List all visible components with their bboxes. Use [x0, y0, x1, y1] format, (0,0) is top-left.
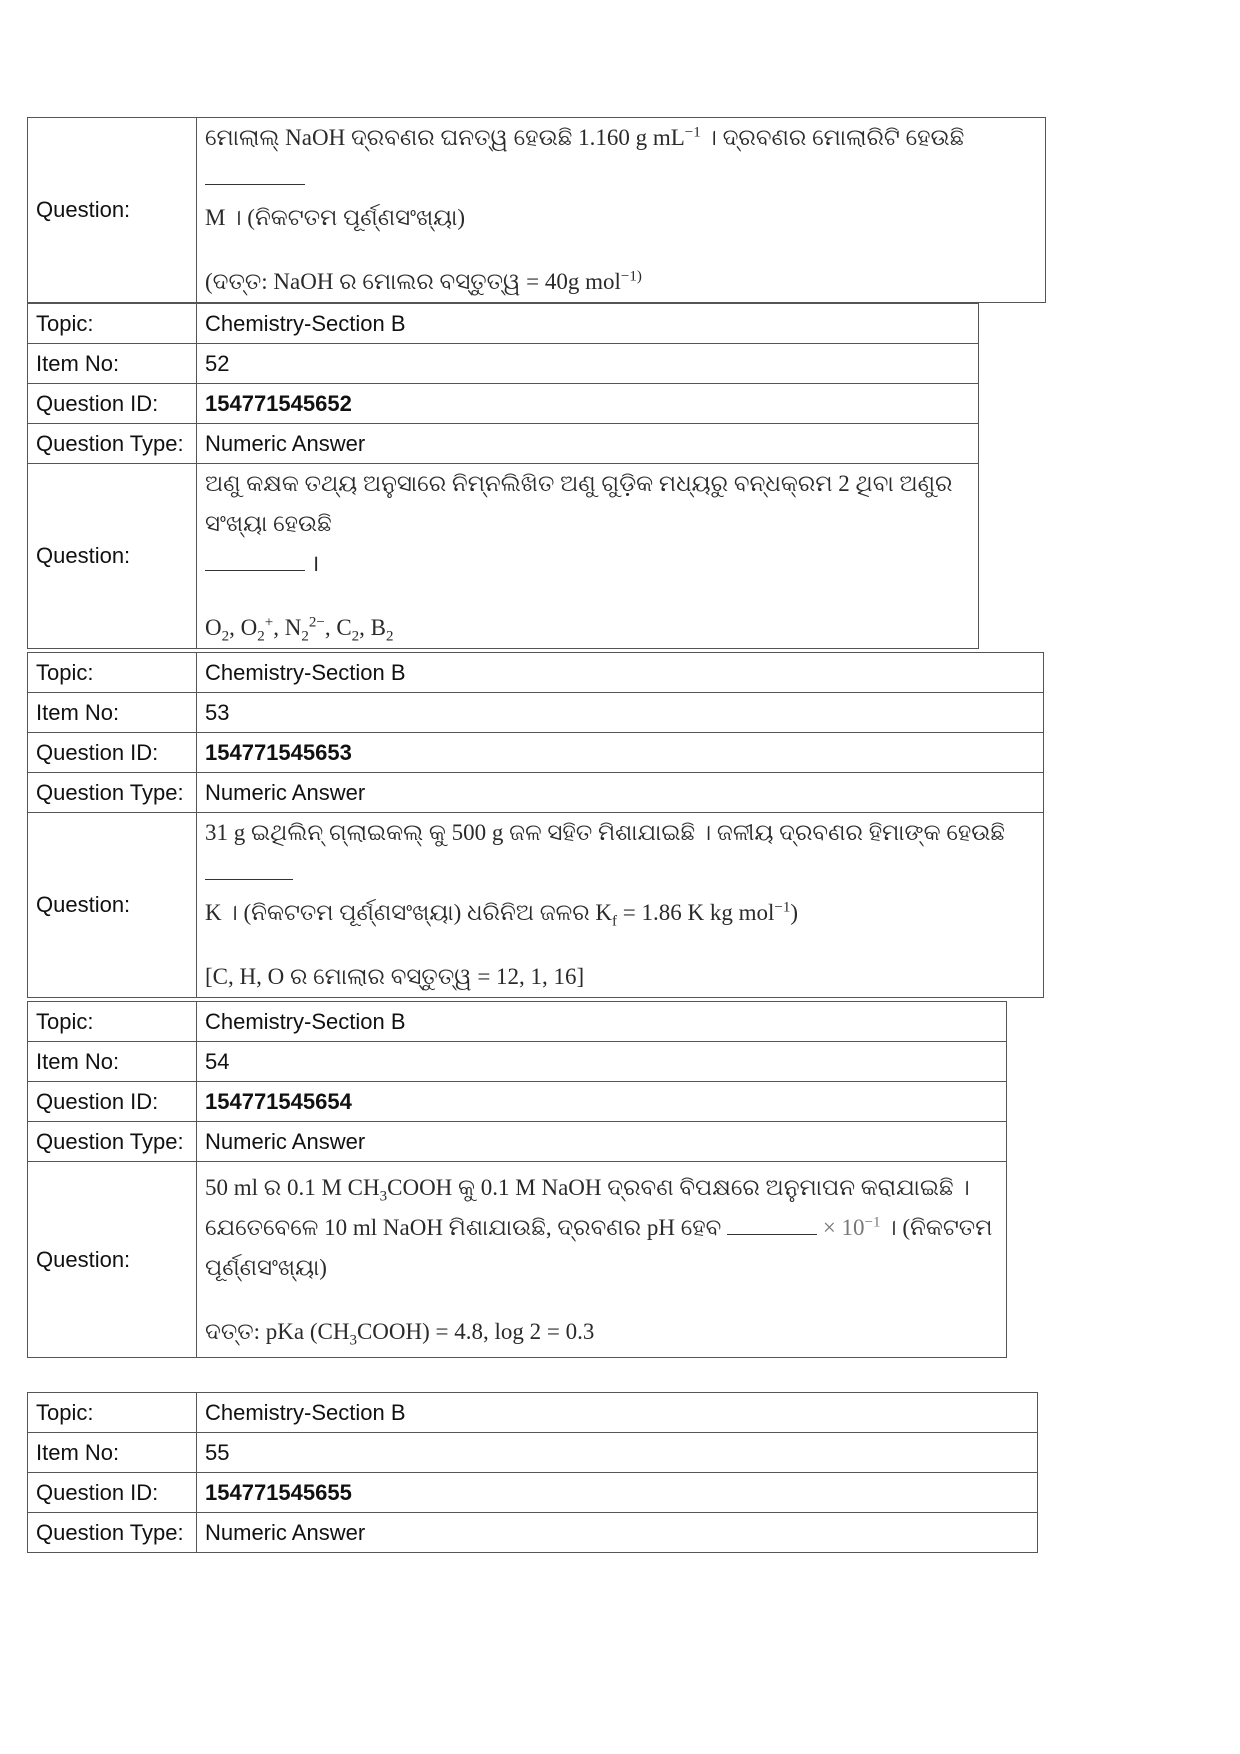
item-no-label: Item No:: [28, 1042, 197, 1082]
question-type-value: Numeric Answer: [197, 1122, 1007, 1162]
question-type-label: Question Type:: [28, 1513, 197, 1553]
topic-value: Chemistry-Section B: [197, 653, 1044, 693]
question-table-52: [27, 303, 979, 649]
topic-label: Topic:: [28, 653, 197, 693]
question-type-label: Question Type:: [28, 1122, 197, 1162]
question-id-label: Question ID:: [28, 1082, 197, 1122]
question-table-54: [27, 1001, 1007, 1358]
question-body: ଅଣୁ କକ୍ଷକ ତଥ୍ୟ ଅନୁସାରେ ନିମ୍ନଲିଖିତ ଅଣୁ ଗୁଡ଼ିକ ମଧ୍ୟରୁ ବନ୍ଧକ୍ରମ 2 ଥିବା ଅଣୁର ସଂଖ୍ୟା ହେଉଛି । $O_2$, $O_2^+$, $N_2^{2-}$, $C_2$, $B_2$: [197, 464, 979, 649]
item-no-label: Item No:: [28, 344, 197, 384]
item-no-label: Item No:: [28, 693, 197, 733]
topic-value: Chemistry-Section B: [197, 1393, 1038, 1433]
topic-value: Chemistry-Section B: [197, 304, 979, 344]
question-id-value: 154771545653: [197, 733, 1044, 773]
question-body: ମୋଲାଲ୍ NaOH ଦ୍ରବଣର ଘନତ୍ୱ ହେଉଛି 1.160 g $mL^{-1}$ । ଦ୍ରବଣର ମୋଲାରିଟି ହେଉଛି M । (ନିକଟତମ ପୂର୍ଣ୍ଣସଂଖ୍ୟା) (ଦତ୍ତ: NaOH ର ମୋଲର ବସ୍ତୁତ୍ୱ = 40g mol$^{-1)}$: [197, 118, 1046, 303]
question-label: Question:: [28, 1162, 197, 1358]
question-table-55: [27, 1392, 1038, 1553]
question-label: Question:: [28, 464, 197, 649]
question-id-label: Question ID:: [28, 384, 197, 424]
question-id-label: Question ID:: [28, 1473, 197, 1513]
question-type-value: Numeric Answer: [197, 1513, 1038, 1553]
question-table-53: [27, 652, 1044, 998]
topic-value: Chemistry-Section B: [197, 1002, 1007, 1042]
question-type-label: Question Type:: [28, 424, 197, 464]
question-type-value: Numeric Answer: [197, 773, 1044, 813]
topic-label: Topic:: [28, 304, 197, 344]
item-no-value: 55: [197, 1433, 1038, 1473]
item-no-label: Item No:: [28, 1433, 197, 1473]
question-table-51: [27, 117, 1046, 303]
question-type-label: Question Type:: [28, 773, 197, 813]
question-body: 50 ml ର 0.1 M $CH_3COOH$ କୁ 0.1 M NaOH ଦ୍ରବଣ ବିପକ୍ଷରେ ଅନୁମାପନ କରାଯାଇଛି । ଯେତେବେଳେ 10 ml NaOH ମିଶାଯାଉଛି, ଦ୍ରବଣର pH ହେବ × $10^{-1}$ । (ନିକଟତମ ପୂର୍ଣ୍ଣସଂଖ୍ୟା) ଦତ୍ତ: pKa $(CH_3COOH) = 4.8$, log 2 = 0.3: [197, 1162, 1007, 1358]
topic-label: Topic:: [28, 1393, 197, 1433]
item-no-value: 52: [197, 344, 979, 384]
question-id-value: 154771545652: [197, 384, 979, 424]
question-body: 31 g ଇଥିଲିନ୍ ଗ୍ଲାଇକଲ୍ କୁ 500 g ଜଳ ସହିତ ମିଶାଯାଇଛି । ଜଳୀୟ ଦ୍ରବଣର ହିମାଙ୍କ ହେଉଛି K । (ନିକଟତମ ପୂର୍ଣ୍ଣସଂଖ୍ୟା) ଧରିନିଅ ଜଳର $K_f = 1.86$ K kg mol$^{-1}$) [C, H, O ର ମୋଲାର ବସ୍ତୁତ୍ୱ = 12, 1, 16]: [197, 813, 1044, 998]
question-id-value: 154771545655: [197, 1473, 1038, 1513]
item-no-value: 53: [197, 693, 1044, 733]
item-no-value: 54: [197, 1042, 1007, 1082]
topic-label: Topic:: [28, 1002, 197, 1042]
question-id-value: 154771545654: [197, 1082, 1007, 1122]
question-type-value: Numeric Answer: [197, 424, 979, 464]
question-id-label: Question ID:: [28, 733, 197, 773]
question-label: Question:: [28, 813, 197, 998]
question-label: Question:: [28, 118, 197, 303]
